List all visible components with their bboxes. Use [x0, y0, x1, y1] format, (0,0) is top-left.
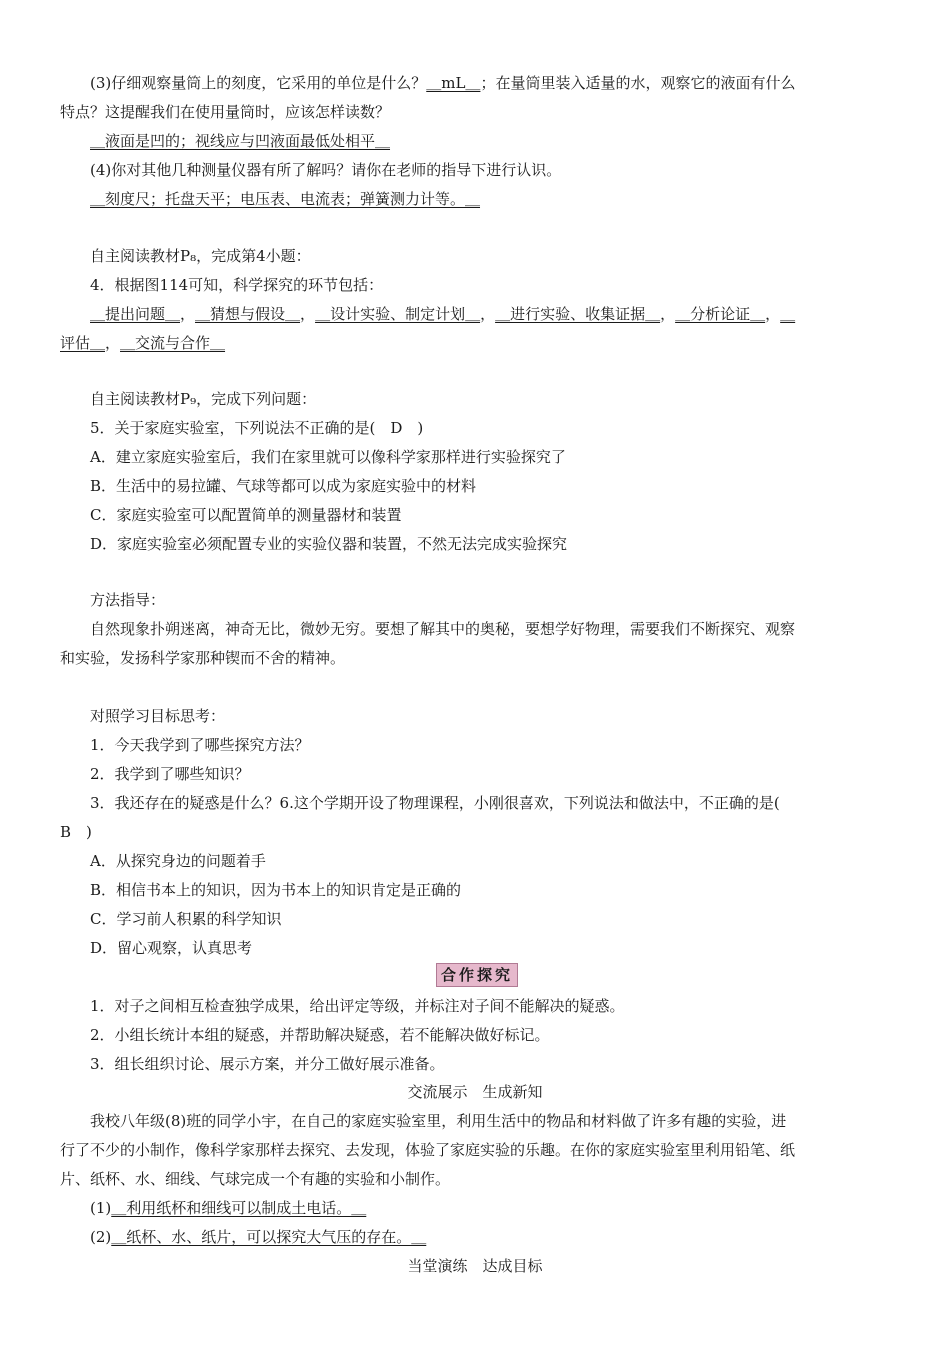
separator: ，: [480, 305, 496, 323]
q5-option-d: D．家庭实验室必须配置专业的实验仪器和装置，不然无法完成实验探究: [90, 535, 568, 553]
q3-line1: [90, 73, 795, 93]
q4-instruments-answer: ＿刻度尺；托盘天平；电压表、电流表；弹簧测力计等。＿: [90, 190, 481, 208]
read2-intro: 自主阅读教材P₉，完成下列问题：: [90, 390, 317, 408]
q4-steps-answers: [90, 304, 795, 324]
exchange-heading: 交流展示 生成新知: [407, 1083, 543, 1101]
answer-label: (2): [90, 1228, 112, 1246]
coop-item-2: 2．小组长统计本组的疑惑，并帮助解决疑惑，若不能解决做好标记。: [90, 1026, 550, 1044]
coop-item-3: 3．组长组织讨论、展示方案，并分工做好展示准备。: [90, 1055, 445, 1073]
q5-option-b: B．生活中的易拉罐、气球等都可以成为家庭实验中的材料: [90, 477, 477, 495]
step-answer: ＿: [780, 305, 796, 323]
step-answer: ＿分析论证＿: [675, 305, 766, 323]
step-answer: 评估＿: [60, 334, 106, 352]
method-line1: 自然现象扑朔迷离，神奇无比，微妙无穷。要想了解其中的奥秘，要想学好物理，需要我们不断探究、观察: [90, 620, 796, 638]
reflect-item-2: 2．我学到了哪些知识？: [90, 765, 250, 783]
q3-text-tail: ；在量筒里装入适量的水，观察它的液面有什么: [480, 74, 796, 92]
coop-badge: 合作探究: [436, 963, 518, 987]
reflect-item-1: 1．今天我学到了哪些探究方法？: [90, 736, 310, 754]
q6-option-d: D．留心观察，认真思考: [90, 939, 253, 957]
step-answer: ＿进行实验、收集证据＿: [495, 305, 661, 323]
exchange-line3: 片、纸杯、水、细线、气球完成一个有趣的实验和小制作。: [60, 1170, 451, 1188]
answer-text: ＿利用纸杯和细线可以制成土电话。＿: [111, 1199, 367, 1217]
step-answer: ＿交流与合作＿: [120, 334, 226, 352]
exchange-line2: 行了不少的小制作，像科学家那样去探究、去发现，体验了家庭实验的乐趣。在你的家庭实验室里利用铅笔、纸: [60, 1141, 796, 1159]
method-title: 方法指导：: [90, 591, 166, 609]
q3-unit-answer: ＿mL＿: [426, 74, 481, 92]
step-answer: ＿猜想与假设＿: [195, 305, 301, 323]
separator: ，: [660, 305, 676, 323]
q3-line2: 特点？这提醒我们在使用量筒时，应该怎样读数？: [60, 103, 391, 121]
separator: ，: [180, 305, 196, 323]
separator: ，: [300, 305, 316, 323]
q4-steps-answers-cont: [60, 333, 225, 353]
q6-option-c: C．学习前人积累的科学知识: [90, 910, 282, 928]
exchange-answer-2: [90, 1227, 426, 1247]
reflect-item-3: 3．我还存在的疑惑是什么？6.这个学期开设了物理课程，小刚很喜欢，下列说法和做法中，不正确的是(: [90, 794, 780, 812]
q4-steps-question: 4．根据图114可知，科学探究的环节包括：: [90, 276, 384, 294]
reflect-title: 对照学习目标思考：: [90, 707, 226, 725]
answer-label: (1): [90, 1199, 112, 1217]
exchange-line1: 我校八年级(8)班的同学小宇，在自己的家庭实验室里，利用生活中的物品和材料做了许多有趣的实验，进: [90, 1112, 787, 1130]
exchange-answer-1: [90, 1198, 366, 1218]
step-answer: ＿设计实验、制定计划＿: [315, 305, 481, 323]
q6-option-a: A．从探究身边的问题着手: [90, 852, 266, 870]
reflect-item-3-answer: B ): [60, 823, 92, 841]
read1-intro: 自主阅读教材P₈，完成第4小题：: [90, 247, 311, 265]
q6-option-b: B．相信书本上的知识，因为书本上的知识肯定是正确的: [90, 881, 462, 899]
separator: ，: [105, 334, 121, 352]
q5-question: 5．关于家庭实验室，下列说法不正确的是( D ): [90, 419, 424, 437]
method-line2: 和实验，发扬科学家那种锲而不舍的精神。: [60, 649, 346, 667]
coop-item-1: 1．对子之间相互检查独学成果，给出评定等级，并标注对子间不能解决的疑惑。: [90, 997, 625, 1015]
practice-heading: 当堂演练 达成目标: [407, 1257, 543, 1275]
q5-option-c: C．家庭实验室可以配置简单的测量器材和装置: [90, 506, 402, 524]
separator: ，: [765, 305, 781, 323]
step-answer: ＿提出问题＿: [90, 305, 181, 323]
answer-text: ＿纸杯、水、纸片，可以探究大气压的存在。＿: [111, 1228, 427, 1246]
q3-answer: ＿液面是凹的；视线应与凹液面最低处相平＿: [90, 132, 391, 150]
q5-option-a: A．建立家庭实验室后，我们在家里就可以像科学家那样进行实验探究了: [90, 448, 566, 466]
q3-text: (3)仔细观察量筒上的刻度，它采用的单位是什么？: [90, 74, 427, 92]
q4-instruments-line: (4)你对其他几种测量仪器有所了解吗？请你在老师的指导下进行认识。: [90, 161, 562, 179]
